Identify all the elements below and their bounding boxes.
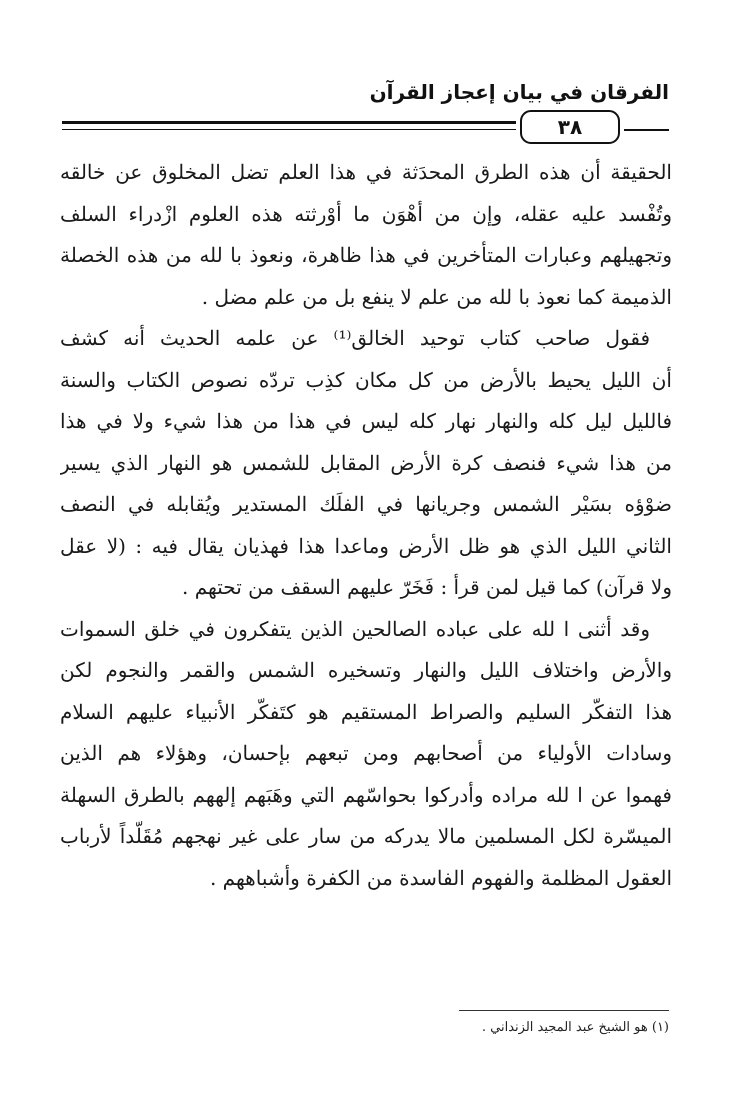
page-number: ٣٨ — [557, 115, 583, 139]
header-rule-short — [624, 129, 669, 131]
text-line: فهموا عن ا لله مراده وأدركوا بحواسّهم التي وهَبَهم إلههم بالطرق السهلة — [60, 782, 672, 807]
text-line: هذا التفكّر السليم والصراط المستقيم هو كتَفكّر الأنبياء عليهم السلام — [60, 699, 672, 724]
main-text — [60, 152, 672, 899]
text-line: أن الليل يحيط بالأرض من كل مكان كذِب تردّه نصوص الكتاب والسنة — [60, 367, 672, 392]
text-line: فالليل ليل كله والنهار نهار كله ليس في هذا من هذا شيء ولا في هذا — [60, 409, 672, 433]
text-line: الثاني الليل الذي هو ظل الأرض وماعدا هذا فهذيان يقال فيه : (لا عقل — [60, 533, 672, 558]
text-line: الحقيقة أن هذه الطرق المحدَثة في هذا العلم تضل المخلوق عن خالقه — [60, 160, 672, 184]
text-line: والأرض واختلاف الليل والنهار وتسخيره الشمس والقمر والنجوم لكن — [60, 658, 672, 682]
page-number-badge — [520, 110, 620, 144]
text-line: وتُفْسد عليه عقله، وإن من أهْوَن ما أوْرثته هذه العلوم ازْدراء السلف — [60, 201, 672, 226]
text-line: الذميمة كما نعوذ با لله من علم لا ينفع بل من علم مضل . — [201, 284, 672, 309]
text-line: ضوْؤه بسَيْر الشمس وجريانها في الفلَك المستدير ويُقابله في النصف — [60, 492, 672, 516]
header-rule-thin — [62, 129, 516, 130]
text-line: الميسّرة لكل المسلمين مالا يدركه من سار على غير نهجهم مُقَلّداً لأرباب — [60, 824, 672, 848]
text-line: من هذا شيء فنصف كرة الأرض المقابل للشمس هو النهار الذي يسير — [60, 450, 672, 475]
text-line: وسادات الأولياء من أصحابهم ومن تبعهم بإحسان، وهؤلاء هم الذين — [60, 741, 672, 765]
text-line: ولا قرآن) كما قيل لمن قرأ : فَخَرّ عليهم السقف من تحتهم . — [182, 575, 672, 599]
footnote: (١) هو الشيخ عبد المجيد الزنداني . — [481, 1020, 669, 1035]
text-line: وتجهيلهم وعبارات المتأخرين في هذا ظاهرة، ونعوذ با لله من هذه الخصلة — [60, 243, 672, 267]
text-line: وقد أثنى ا لله على عباده الصالحين الذين يتفكرون في خلق السموات — [60, 616, 650, 641]
book-title: الفرقان في بيان إعجاز القرآن — [369, 80, 669, 104]
text-line: فقول صاحب كتاب توحيد الخالق⁽¹⁾ عن علمه الحديث أنه كشف — [60, 326, 651, 350]
text-line: العقول المظلمة والفهوم الفاسدة من الكفرة وأشباههم . — [209, 865, 672, 890]
footnote-rule — [459, 1010, 669, 1011]
header-rule-thick — [62, 121, 516, 124]
